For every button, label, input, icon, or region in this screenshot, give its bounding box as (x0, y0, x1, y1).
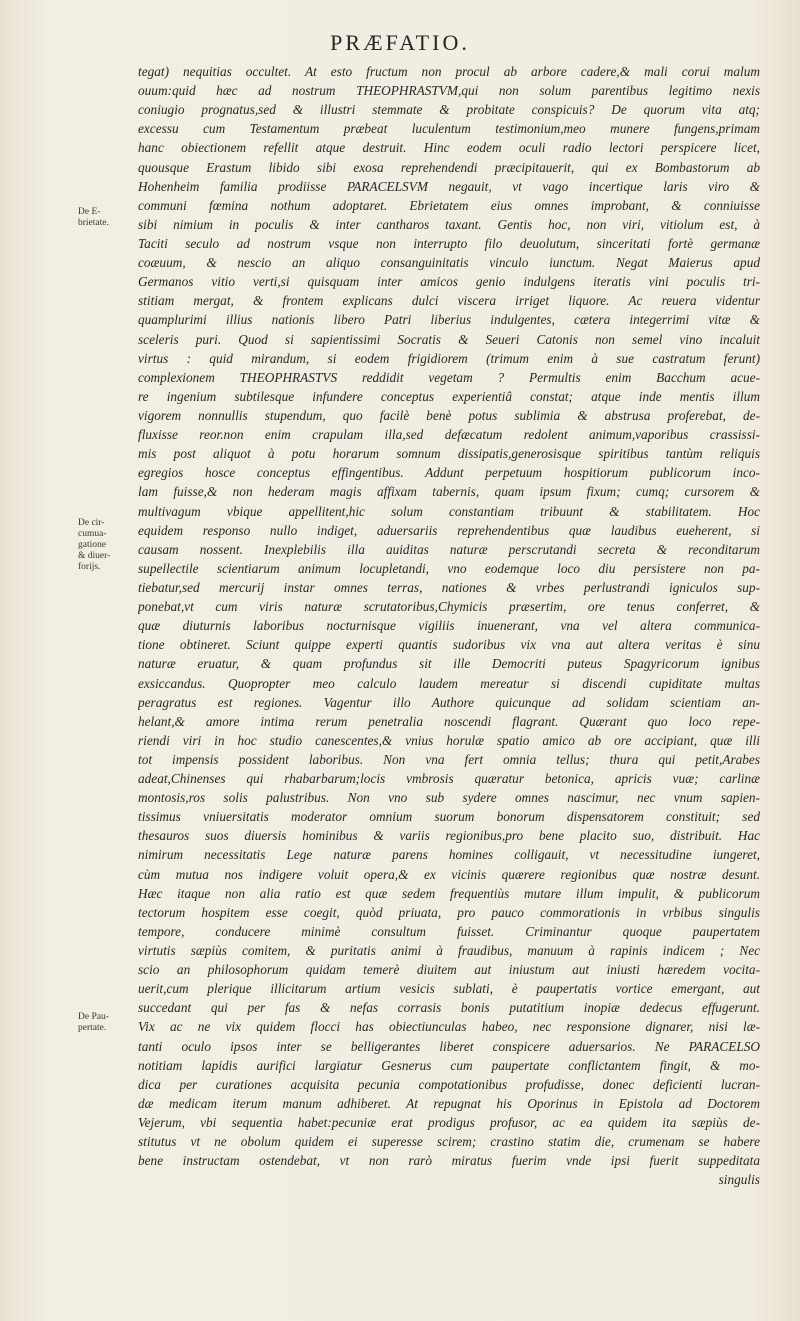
margin-note-ebrietate (78, 207, 138, 229)
text-line: lam fuisse,& non hederam magis affixam tabernis, quam ipsum fixum; cumq; cursorem & (138, 484, 760, 500)
text-line: mis post aliquot à potu horarum somnum dissipatis,generosisque spiritibus tantùm reliquis (138, 446, 760, 462)
text-line: re ingenium subtilesque infundere conceptus experientiâ constat; atque inde mentis illum (138, 388, 760, 404)
text-line: stitutus vt ne obolum quidem ei superesse scirem; crastino statim die, crumenam se habere (138, 1134, 760, 1150)
text-line: hanc obiectionem refellit atque destruit. Hinc eodem oculi radio lectori perspicere licet, (138, 140, 760, 156)
text-line: dica per curationes acquisita pecunia compotationibus profudisse, donec deficienti lucran- (138, 1076, 760, 1092)
text-line: coæuum, & nescio an aliquo consanguinitatis vinculo iunctum. Negat Maierus apud (138, 255, 760, 271)
margin-note-paupertate (78, 1012, 138, 1034)
margin-note-line: pertate. (78, 1023, 107, 1033)
text-line: multivagum vbique appellitent,hic solum constantiam tribuunt & stabilitatem. Hoc (138, 503, 760, 519)
text-line: riendi viri in hoc studio canescentes,& vnius horulæ spatio amico ab ore accipiant, quæ illi (138, 732, 760, 748)
text-line: peragratus est regiones. Vagentur illo Authore quicunque ad solidam scientiam an- (138, 694, 760, 710)
text-line: virtus : quid mirandum, si eodem frigidiorem (trimum enim à sue castratum ferunt) (138, 350, 760, 366)
text-line: egregios hosce conceptus effingentibus. Addunt perpetuum hospitiorum publicorum inco- (138, 465, 760, 481)
text-line: tiebatur,sed mercurij instar omnes terras, nationes & vrbes perlustrandi igniculos sup- (138, 579, 760, 595)
text-line: excessu cum Testamentum præbeat luculentum testimonium,meo munere fungens,primam (138, 121, 760, 137)
text-line: communi fœmina nothum adoptaret. Ebrietatem eius omnes improbant, & conniuisse (138, 197, 760, 213)
text-line: vigorem nonnullis stupendum, quo facilè benè potus sublimia & abstrusa proferebat, de- (138, 407, 760, 423)
margin-note-line: forijs. (78, 562, 101, 572)
text-line: supellectile scientiarum animum locupletandi, vno eodemque loco diu persistere non pa- (138, 560, 760, 576)
text-line: ouum:quid hæc ad nostrum THEOPHRASTVM,qui non solum parentibus legitimo nexis (138, 83, 760, 99)
text-line: nimirum necessitatis Lege naturæ parens homines colligauit, vt necessitudine iungeret, (138, 847, 760, 863)
text-line: fluxisse reor.non enim crapulam illa,sed defæcatum redolent animum,vaporibus crassissi- (138, 427, 760, 443)
margin-note-line: De E- (78, 207, 101, 217)
text-line: naturæ eruatur, & quam profundus sit ille Democriti puteus Spagyricorum ignibus (138, 656, 760, 672)
page-title: PRÆFATIO. (330, 30, 470, 55)
text-line: helant,& amore intima rerum penetralia noscendi flagrant. Quærant quo loco repe- (138, 713, 760, 729)
text-line: tione obtineret. Sciunt quippe experti quantis sudoribus vix vna aut altera veritas è sinu (138, 637, 760, 653)
text-line: bene instructam ostendebat, vt non rarò miratus fuerim vnde ipsi fuerit suppeditata (138, 1153, 760, 1169)
text-line: tot impensis possident laboribus. Non vna fert omnia tellus; thura qui petit,Arabes (138, 751, 760, 767)
body-text (138, 62, 760, 1189)
text-line: tissimus vniuersitatis moderator omnium suorum bonorum dispensatorem constituit; sed (138, 809, 760, 825)
margin-note-line: brietate. (78, 218, 109, 228)
text-line: tempore, conducere minimè consultum fuisset. Criminantur quoque paupertatem (138, 923, 760, 939)
margin-note-line: cumua- (78, 529, 107, 539)
text-line: quousque Erastum libido sibi exosa reprehendendi præcipitauerit, qui ex Bombastorum ab (138, 159, 760, 175)
text-line: tectorum hospitem esse coegit, quòd priuata, pro pauco commorationis in vrbibus singulis (138, 904, 760, 920)
text-line: sibi nimium in poculis & inter cantharos taxant. Gentis hoc, non viri, vitiolum est, à (138, 216, 760, 232)
text-line: notitiam lapidis aurifici largiatur Gesnerus cum paupertate conflictantem fingit, & mo- (138, 1057, 760, 1073)
text-line: complexionem THEOPHRASTVS reddidit vegetam ? Permultis enim Bacchum acue- (138, 369, 760, 385)
text-line: singulis (718, 1172, 760, 1188)
text-line: quamplurimi illius nationis libero Patri liberius indulgentes, cætera integerrimi vitæ & (138, 312, 760, 328)
text-line: tegat) nequitias occultet. At esto fructum non procul ab arbore cadere,& mali corui malum (138, 64, 760, 79)
text-line: adeat,Chinenses qui rhabarbarum;locis vmbrosis quæratur betonica, apricis vuæ; carlinæ (138, 771, 760, 787)
text-line: montosis,ros solis palustribus. Non vno sub sydere omnes nascimur, nec vnum sapien- (138, 790, 760, 806)
text-line: Germanos vitio verti,si quisquam inter amicos genio indulgens iteratis vini poculis tri- (138, 274, 760, 290)
text-line: scio an philosophorum quidam temerè diuitem aut iniustum aut iniusti hæredem vocita- (138, 962, 760, 978)
text-line: dæ medicam iterum manum adhiberet. At repugnat his Oporinus in Epistola ad Doctorem (138, 1095, 760, 1111)
text-line: succedant qui per fas & nefas corrasis bonis putatitium inopiæ dedecus effugerunt. (138, 1000, 760, 1016)
text-line: ponebat,vt cum viris naturæ scrutatoribus,Chymicis præsertim, ore tenus conferret, & (138, 599, 760, 615)
text-line: equidem responso nullo indiget, aduersariis reprehendentibus quæ laudibus eueherent, si (138, 522, 760, 538)
text-line: coniugio prognatus,sed & illustri stemmate & probitate conspicuis? De quorum vita atq; (138, 102, 760, 118)
text-line: Vix ac ne vix quidem flocci has obiectiunculas habeo, nec responsione dignarer, nisi læ- (138, 1019, 760, 1035)
text-line: sceleris puri. Quod si sapientissimi Socratis & Seueri Catonis non semel vino incaluit (138, 331, 760, 347)
text-line: cùm mutua nos indigere voluit opera,& ex vicinis quærere regionibus quæ nostræ desunt. (138, 866, 760, 882)
text-line: causam nossent. Inexplebilis illa auiditas naturæ perscrutandi secreta & reconditarum (138, 541, 760, 557)
margin-note-line: & diuer- (78, 551, 111, 561)
text-line: Vejerum, vbi sequentia habet:pecuniæ erat prodigus profusor, ac ea quidem ita sæpiùs de- (138, 1115, 760, 1131)
text-line: Hæc itaque non alia ratio est quæ sedem frequentiùs mutare illum impulit, & publicorum (138, 885, 760, 901)
text-line: stitiam mergat, & frontem explicans dulci viscera irriget liquore. Ac reuera videntur (138, 293, 760, 309)
text-line: uerit,cum plerique illicitarum artium vesicis sublati, è paupertatis vortice emergant, aut (138, 981, 760, 997)
text-line: tanti oculo ipsos inter se belligerantes liberet conspicere aduersarios. Ne PARACELSO (138, 1038, 760, 1054)
margin-note-line: De Pau- (78, 1012, 109, 1022)
text-line: Hohenheim familia prodiisse PARACELSVM negauit, vt vago incertique laris viro & (138, 178, 760, 194)
text-line: quæ diuturnis laboribus nocturnisque vigiliis inuenerant, vna vel altera communica- (138, 618, 760, 634)
text-line: thesauros suos diuersis hominibus & variis regionibus,pro bene placito suo, distribuit. Hac (138, 828, 760, 844)
text-line: virtutis sæpiùs comitem, & puritatis animi à fraudibus, manuum à rapinis indicem ; Nec (138, 943, 760, 959)
text-line: exsiccandus. Quopropter meo calculo laudem mereatur si discendi cupiditate multas (138, 675, 760, 691)
margin-note-circumvagatione (78, 518, 138, 573)
margin-note-line: gatione (78, 540, 106, 550)
text-line: Taciti seculo ad nostrum vsque non interrupto filo deuolutum, sinceritati fortè germanæ (138, 235, 760, 251)
margin-note-line: De cir- (78, 518, 105, 528)
